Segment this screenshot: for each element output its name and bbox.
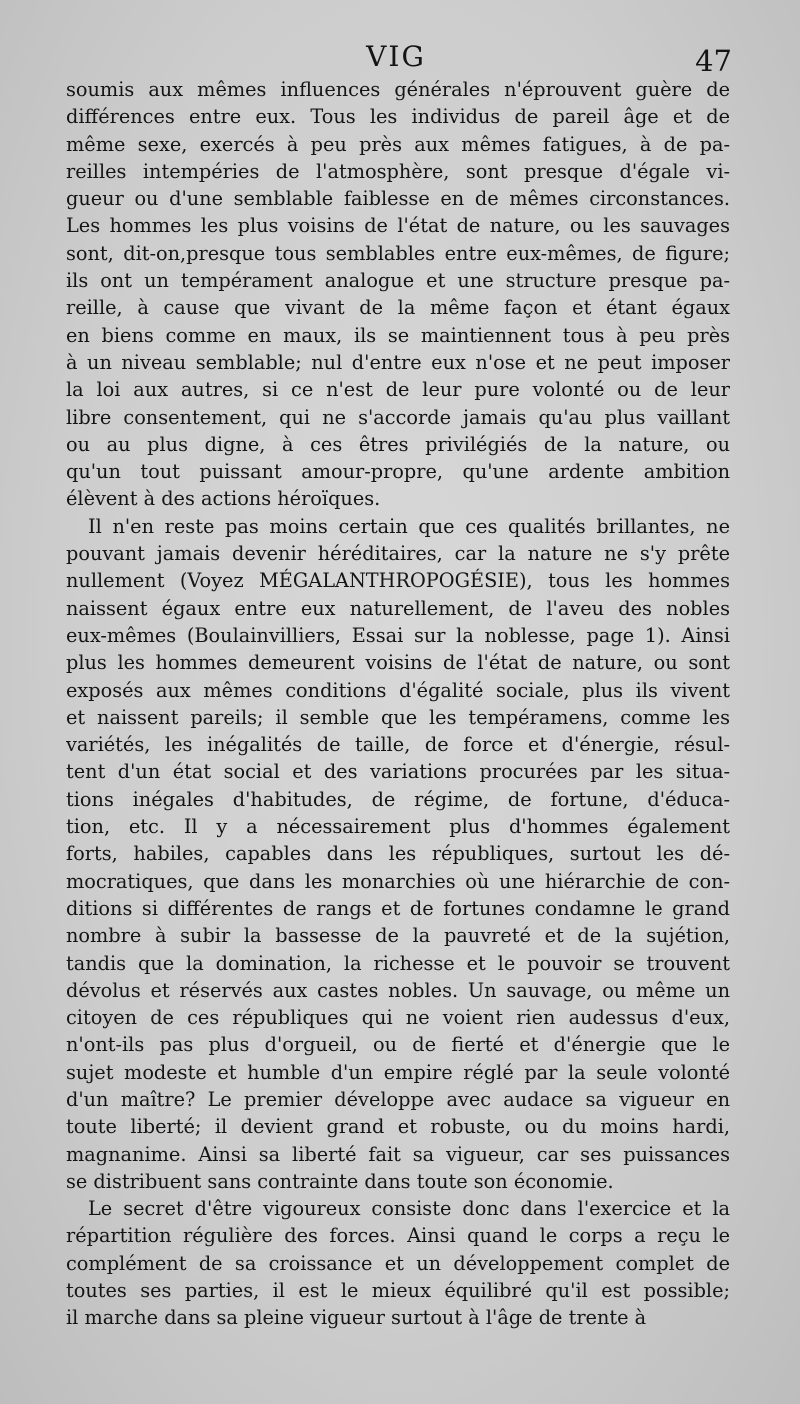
text-line: ditions si différentes de rangs et de fortunes condamne le grand bbox=[66, 896, 730, 920]
text-line: pouvant jamais devenir héréditaires, car la nature ne s'y prête bbox=[66, 542, 730, 566]
text-line: à un niveau semblable; nul d'entre eux n'ose et ne peut imposer bbox=[66, 350, 730, 374]
text-line: complément de sa croissance et un développement complet de bbox=[66, 1251, 730, 1275]
text-line: reilles intempéries de l'atmosphère, sont presque d'égale vi- bbox=[66, 159, 730, 183]
text-line: gueur ou d'une semblable faiblesse en de mêmes circonstances. bbox=[66, 187, 730, 211]
text-line: se distribuent sans contrainte dans toute son économie. bbox=[66, 1169, 614, 1193]
text-line: sujet modeste et humble d'un empire réglé par la seule volonté bbox=[66, 1060, 730, 1084]
text-line: Les hommes les plus voisins de l'état de nature, ou les sauvages bbox=[66, 214, 730, 238]
text-line: eux-mêmes (Boulainvilliers, Essai sur la noblesse, page 1). Ainsi bbox=[66, 623, 730, 647]
text-line: il marche dans sa pleine vigueur surtout à l'âge de trente à bbox=[66, 1306, 647, 1330]
text-line: nullement (Voyez MÉGALANTHROPOGÉSIE), tous les hommes bbox=[66, 569, 730, 593]
text-line: Le secret d'être vigoureux consiste donc dans l'exercice et la bbox=[88, 1197, 730, 1221]
text-line: ils ont un tempérament analogue et une structure presque pa- bbox=[66, 269, 730, 293]
text-line: la loi aux autres, si ce n'est de leur pure volonté ou de leur bbox=[66, 378, 730, 402]
text-line: naissent égaux entre eux naturellement, de l'aveu des nobles bbox=[66, 596, 730, 620]
text-line: plus les hommes demeurent voisins de l'état de nature, ou sont bbox=[66, 651, 730, 675]
text-line: Il n'en reste pas moins certain que ces qualités brillantes, ne bbox=[88, 514, 730, 538]
text-line: magnanime. Ainsi sa liberté fait sa vigueur, car ses puissances bbox=[66, 1142, 730, 1166]
paragraph-3 bbox=[66, 1195, 730, 1331]
text-line: nombre à subir la bassesse de la pauvreté et de la sujétion, bbox=[66, 924, 730, 948]
text-line: citoyen de ces républiques qui ne voient rien audessus d'eux, bbox=[66, 1006, 730, 1030]
text-line: d'un maître? Le premier développe avec audace sa vigueur en bbox=[66, 1087, 730, 1111]
text-line: tent d'un état social et des variations procurées par les situa- bbox=[66, 760, 730, 784]
text-line: exposés aux mêmes conditions d'égalité sociale, plus ils vivent bbox=[66, 678, 730, 702]
text-line: forts, habiles, capables dans les républiques, surtout les dé- bbox=[66, 842, 730, 866]
text-line: dévolus et réservés aux castes nobles. Un sauvage, ou même un bbox=[66, 978, 730, 1002]
text-line: toute liberté; il devient grand et robuste, ou du moins hardi, bbox=[66, 1115, 730, 1139]
paragraph-1 bbox=[66, 76, 730, 513]
text-line: sont, dit-on,presque tous semblables entre eux-mêmes, de figure; bbox=[66, 241, 730, 265]
text-line: élèvent à des actions héroïques. bbox=[66, 487, 381, 511]
text-line: soumis aux mêmes influences générales n'éprouvent guère de bbox=[66, 78, 730, 101]
body-text bbox=[66, 76, 730, 1332]
text-line: tions inégales d'habitudes, de régime, de fortune, d'éduca- bbox=[66, 787, 730, 811]
running-head: VIG bbox=[366, 40, 426, 73]
text-line: même sexe, exercés à peu près aux mêmes fatigues, à de pa- bbox=[66, 132, 730, 156]
page-header bbox=[60, 40, 732, 80]
text-line: différences entre eux. Tous les individus de pareil âge et de bbox=[66, 105, 730, 129]
text-line: tion, etc. Il y a nécessairement plus d'hommes également bbox=[66, 815, 730, 839]
text-line: et naissent pareils; il semble que les tempéramens, comme les bbox=[66, 705, 730, 729]
text-line: toutes ses parties, il est le mieux équilibré qu'il est possible; bbox=[66, 1279, 730, 1303]
text-line: reille, à cause que vivant de la même façon et étant égaux bbox=[66, 296, 730, 320]
page-number: 47 bbox=[695, 44, 732, 78]
text-line: libre consentement, qui ne s'accorde jamais qu'au plus vaillant bbox=[66, 405, 730, 429]
text-line: variétés, les inégalités de taille, de force et d'énergie, résul- bbox=[66, 733, 730, 757]
text-line: mocratiques, que dans les monarchies où une hiérarchie de con- bbox=[66, 869, 730, 893]
text-line: en biens comme en maux, ils se maintiennent tous à peu près bbox=[66, 323, 730, 347]
text-line: tandis que la domination, la richesse et le pouvoir se trouvent bbox=[66, 951, 730, 975]
text-line: ou au plus digne, à ces êtres privilégiés de la nature, ou bbox=[66, 432, 730, 456]
text-line: répartition régulière des forces. Ainsi quand le corps a reçu le bbox=[66, 1224, 730, 1248]
text-line: n'ont-ils pas plus d'orgueil, ou de fierté et d'énergie que le bbox=[66, 1033, 730, 1057]
text-line: qu'un tout puissant amour-propre, qu'une ardente ambition bbox=[66, 460, 730, 484]
paragraph-2 bbox=[66, 513, 730, 1195]
